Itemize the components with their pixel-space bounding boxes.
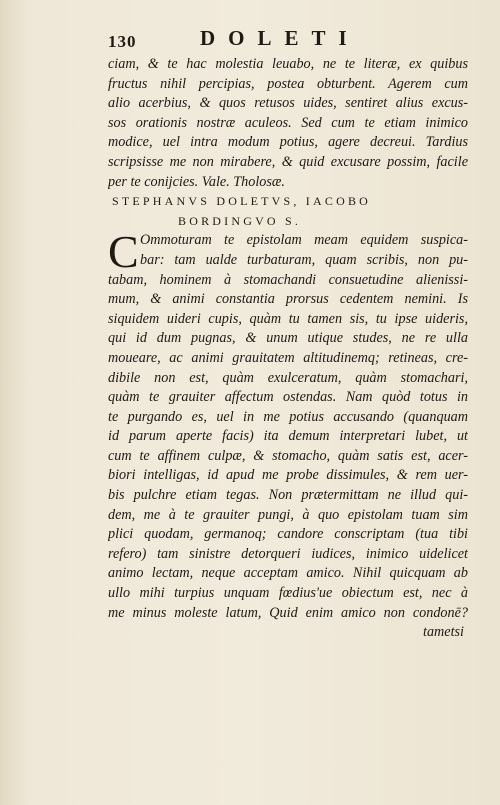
text-line: dibile non est, quàm exulceratum, quàm stomachari, — [108, 369, 468, 386]
text-line: plici quodam, germanoq; candore conscriptam (tua tibi — [108, 526, 468, 543]
text-line: mum, & animi constantia prorsus cedentem nemini. Is — [108, 291, 468, 308]
letter-heading-line: STEPHANVS DOLETVS, IACOBO — [112, 194, 372, 209]
text-line: te purgando es, uel in me potius accusando (quanquam — [108, 408, 468, 425]
text-line: dem, me à te grauiter pungi, à quo epistolam tuam sim — [108, 506, 468, 523]
catchword: tametsi — [423, 624, 464, 641]
text-line: siquidem uideri cupis, quàm tu tamen sis, tu ipse uideris, — [108, 310, 468, 327]
text-line: biori intelligas, id apud me probe dissimules, & rem uer- — [108, 467, 468, 484]
text-block — [108, 55, 468, 643]
text-line: id parum aperte facis) ita demum interpretari lubet, ut — [108, 428, 468, 445]
text-line: fructus nihil percipias, postea obturbent. Agerem cum — [108, 75, 468, 92]
running-head: DOLETI — [200, 26, 360, 50]
text-line: bar: tam ualde turbaturam, quam scribis, non pu- — [140, 251, 468, 268]
text-line: ciam, & te hac molestia leuabo, ne te literæ, ex quibus — [108, 56, 468, 72]
text-line: sos orationis nostræ aculeos. Sed cum te etiam inimico — [108, 114, 468, 131]
text-line: cum te affinem culpæ, & stomacho, quàm satis est, acer- — [108, 447, 468, 464]
text-line: me minus moleste latum, Quid enim amico non condonē? — [108, 604, 468, 621]
text-line: qui id dum pugnas, & unum utique studes, ne re ulla — [108, 330, 468, 347]
paragraph-letter-body — [108, 271, 468, 624]
drop-cap: C — [108, 226, 139, 278]
text-line: quàm te grauiter affectum ostendas. Nam quòd totus in — [108, 389, 468, 406]
text-line: ullo mihi turpius unquam fœdius'ue obiectum est, nec à — [108, 585, 468, 602]
text-line: refero) tam sinistre detorqueri iudices, inimico uidelicet — [108, 545, 468, 562]
text-line: animo lectam, neque acceptam amico. Nihil quicquam ab — [108, 565, 468, 582]
text-line: moueare, ac animi grauitatem altitudinemq; retineas, cre- — [108, 349, 468, 366]
text-line: alio acerbius, & quos retusos uides, sentiret alius excus- — [108, 95, 468, 112]
text-line: bis pulchre etiam tegas. Non prætermittam ne illud qui- — [108, 487, 468, 504]
letter-heading — [108, 192, 468, 231]
text-line: tabam, hominem à stomachandi consuetudine alienissi- — [108, 271, 468, 288]
text-line: per te conijcies. Vale. Tholosæ. — [108, 173, 285, 190]
paragraph-closing-letter — [108, 55, 468, 192]
page-header — [0, 26, 500, 56]
text-line: modice, uel intra modum potius, agere decreui. Tardius — [108, 134, 468, 151]
letter-heading-line: BORDINGVO S. — [178, 213, 302, 228]
text-line: scripsisse me non mirabere, & quid excusare possim, facile — [108, 153, 468, 170]
text-line: Ommoturam te epistolam meam equidem suspica- — [140, 232, 468, 249]
letter-opening — [108, 226, 468, 278]
page-number: 130 — [108, 32, 137, 51]
